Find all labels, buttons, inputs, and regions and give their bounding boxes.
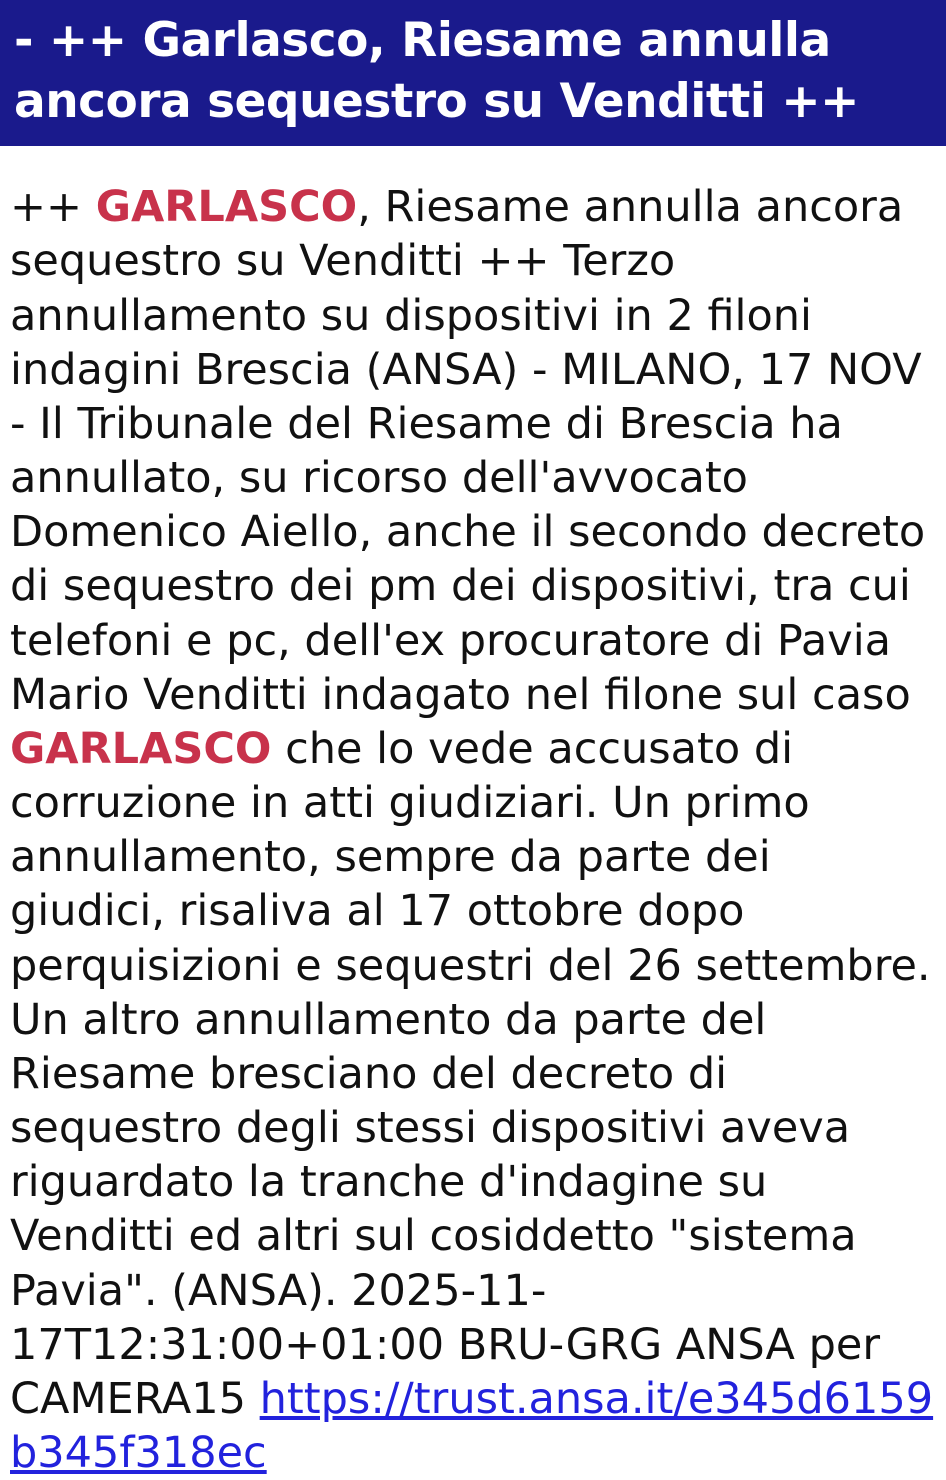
article-keyword: GARLASCO xyxy=(10,723,272,774)
article-text-segment: , Riesame annulla ancora sequestro su Venditti ++ Terzo annullamento su dispositivi in 2 filoni indagini Brescia (ANSA) - MILANO, 17 NOV - Il Tribunale del Riesame di Brescia ha annullato, su ricorso dell'avvocato Domenico Aiello, anche il secondo decreto di sequestro dei pm dei dispositivi, tra cui telefoni e pc, dell'ex procuratore di Pavia Mario Venditti indagato nel filone sul caso xyxy=(10,182,926,720)
headline-banner xyxy=(0,0,946,146)
article-keyword: GARLASCO xyxy=(95,182,358,233)
article-text-segment: ++ xyxy=(10,182,96,233)
article-text-segment: che lo vede accusato di corruzione in atti giudiziari. Un primo annullamento, sempre da parte dei giudici, risaliva al 17 ottobre dopo perquisizioni e sequestri del 26 settembre. Un altro annullamento da parte del Riesame bresciano del decreto di sequestro degli stessi dispositivi aveva riguardato la tranche d'indagine su Venditti ed altri sul cosiddetto "sistema Pavia". (ANSA). 2025-11-17T12:31:00+01:00 BRU-GRG ANSA per CAMERA15 xyxy=(10,723,931,1424)
article-source-link[interactable]: https://trust.ansa.it/e345d6159b345f318ec xyxy=(10,1373,934,1479)
headline-line-2: ancora sequestro su Venditti ++ xyxy=(14,74,860,130)
article-text xyxy=(10,180,936,1480)
headline-line-1: - ++ Garlasco, Riesame annulla xyxy=(14,13,831,68)
article-body-wrapper xyxy=(0,146,946,1480)
